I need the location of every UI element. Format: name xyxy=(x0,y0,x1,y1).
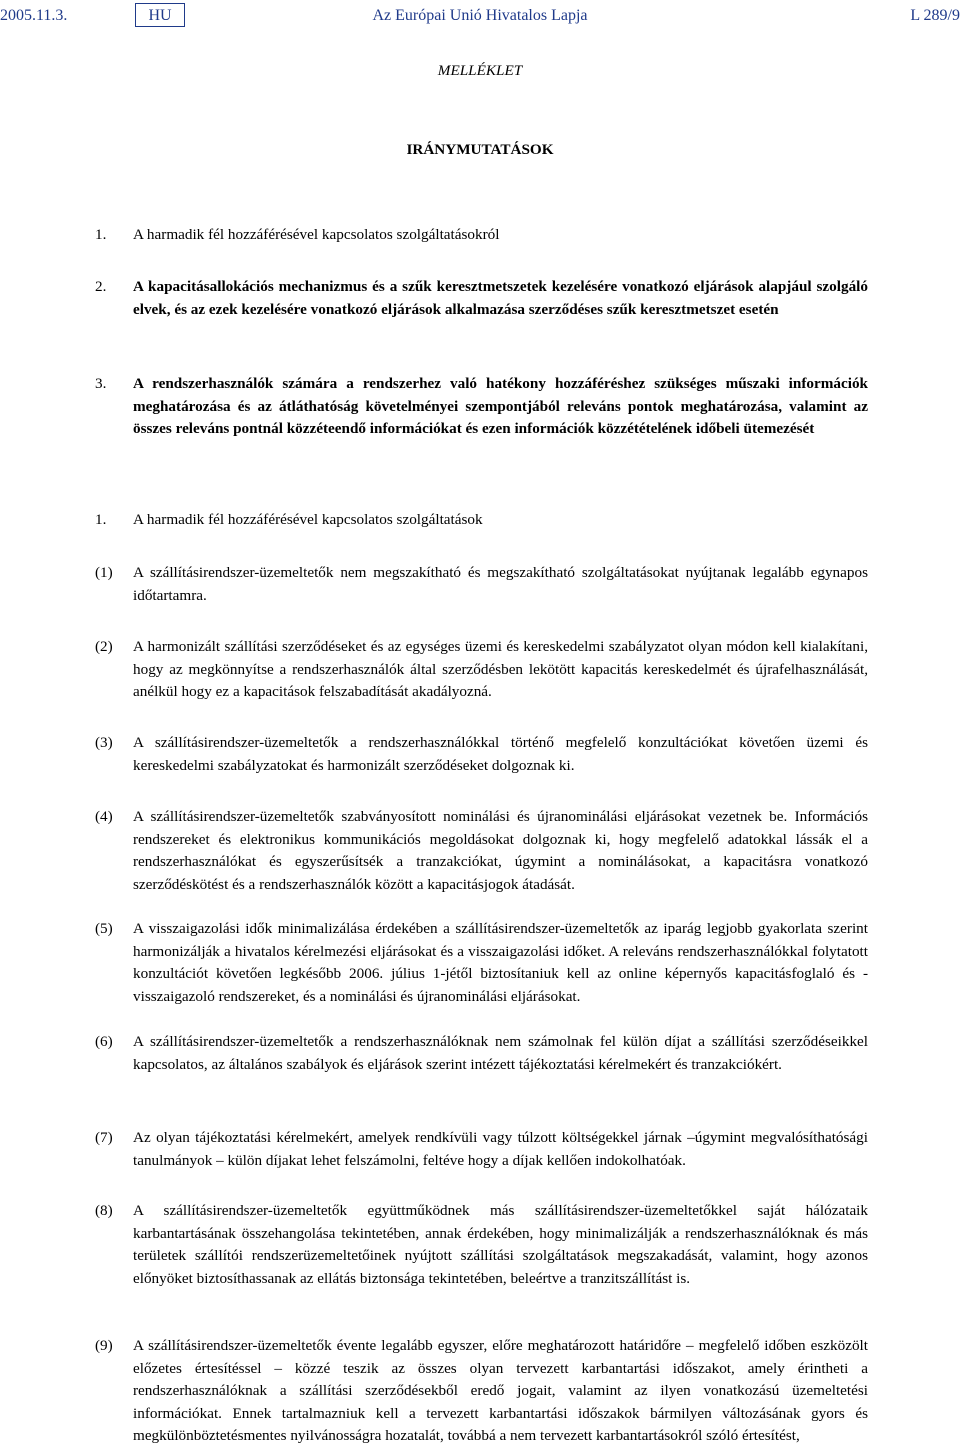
paragraph-number: (5) xyxy=(95,920,113,937)
paragraph-number: (7) xyxy=(95,1129,113,1146)
paragraph xyxy=(95,806,868,896)
paragraph xyxy=(95,1031,868,1076)
paragraph-number: (2) xyxy=(95,638,113,655)
paragraph-number: (8) xyxy=(95,1202,113,1219)
paragraph xyxy=(95,918,868,1008)
paragraph-number: (3) xyxy=(95,734,113,751)
journal-title: Az Európai Unió Hivatalos Lapja xyxy=(372,7,588,24)
paragraph-text: A szállításirendszer-üzemeltetők a rendszerhasználókkal történő megfelelő konzultációkat követően üzemi és kereskedelmi szabályzatokat és harmonizált szerződéseket dolgoznak ki. xyxy=(133,734,868,774)
guidelines-title: IRÁNYMUTATÁSOK xyxy=(406,141,554,158)
paragraph xyxy=(95,732,868,777)
paragraph-number: (6) xyxy=(95,1033,113,1050)
paragraph-text: A szállításirendszer-üzemeltetők nem megszakítható és megszakítható szolgáltatásokat nyújtanak legalább egynapos időtartamra. xyxy=(133,564,868,604)
toc-item xyxy=(95,373,868,441)
paragraph-text: A visszaigazolási idők minimalizálása érdekében a szállításirendszer-üzemeltetők az iparág legjobb gyakorlata szerint harmonizálják a hivatalos kérelmezési eljárásokat és a visszaigazolási időket. A releváns rendszerhasználókkal folytatott konzultációt követően legkésőbb 2006. július 1-jétől biztosítaniuk kell az online képernyős kapacitásfoglaló és -visszaigazoló rendszereket, és a nominálási és újranominálási eljárásokat. xyxy=(133,920,868,1005)
paragraph xyxy=(95,562,868,607)
page-number: L 289/9 xyxy=(910,7,960,24)
publication-date: 2005.11.3. xyxy=(0,7,68,24)
language-badge: HU xyxy=(135,3,185,27)
toc-item xyxy=(95,224,868,247)
paragraph-text: A szállításirendszer-üzemeltetők évente legalább egyszer, előre meghatározott határidőre – megfelelő időben eszközölt előzetes értesítéssel – közzé teszik az összes olyan tervezett karbantartási időszakot, amely érintheti a rendszerhasználóknak a szállítási szerződésekből eredő jogait, valamint az ilyen vonatkozású üzemeltetési információkat. Ennek tartalmazniuk kell a tervezett karbantartási időszakok bármilyen változásának gyors és megkülönböztetésmentes nyilvánosságra hozatalát, továbbá a nem tervezett karbantartásokról szóló értesítést, xyxy=(133,1337,868,1444)
paragraph-text: A szállításirendszer-üzemeltetők a rendszerhasználóknak nem számolnak fel külön díjat a szállítási szerződéseikkel kapcsolatos, az általános szabályok és eljárások szerint intézett tájékoztatási kérelmekért és tranzakciókért. xyxy=(133,1033,868,1073)
toc-text: A rendszerhasználók számára a rendszerhez való hatékony hozzáféréshez szükséges műszaki információk meghatározása és az átláthatóság követelményei szempontjából releváns pontok meghatározása, valamint az összes releváns pontnál közzéteendő információkat és ezen információk közzétételének időbeli ütemezését xyxy=(133,375,868,437)
toc-item xyxy=(95,276,868,321)
paragraph-text: A harmonizált szállítási szerződéseket és az egységes üzemi és kereskedelmi szabályzatot olyan módon kell kialakítani, hogy az megkönnyítse a rendszerhasználók által szerződésben lekötött kapacitás kereskedelmét és újrafelhasználását, anélkül hogy ez a kapacitások felszabadítását akadályozná. xyxy=(133,638,868,700)
toc-text: A kapacitásallokációs mechanizmus és a szűk keresztmetszetek kezelésére vonatkozó eljárások alapjául szolgáló elvek, és az ezek kezelésére vonatkozó eljárások alkalmazása szerződéses szűk keresztmetszet esetén xyxy=(133,278,868,318)
paragraph xyxy=(95,636,868,704)
toc-number: 3. xyxy=(95,375,107,392)
section-heading xyxy=(95,509,868,532)
toc-number: 2. xyxy=(95,278,107,295)
annex-title: MELLÉKLET xyxy=(437,62,523,79)
section-number: 1. xyxy=(95,511,107,528)
paragraph-number: (1) xyxy=(95,564,113,581)
paragraph-text: Az olyan tájékoztatási kérelmekért, amelyek rendkívüli vagy túlzott költségekkel járnak –úgymint megvalósíthatósági tanulmányok – külön díjakat lehet felszámolni, feltéve hogy a díjak kellően indokolhatóak. xyxy=(133,1129,868,1169)
toc-text: A harmadik fél hozzáférésével kapcsolatos szolgáltatásokról xyxy=(133,226,500,243)
paragraph xyxy=(95,1127,868,1172)
paragraph-number: (9) xyxy=(95,1337,113,1354)
paragraph-number: (4) xyxy=(95,808,113,825)
paragraph-text: A szállításirendszer-üzemeltetők együttműködnek más szállításirendszer-üzemeltetőkkel saját hálózataik karbantartásának összehangolása tekintetében, annak érdekében, hogy minimalizálják a rendszerhasználóknak és más területek szállítói rendszerüzemeltetőinek nyújtott szállítási szolgáltatások megszakadását, valamint, hogy azonos előnyöket biztosíthassanak az ellátás biztonsága tekintetében, beleértve a tranzitszállítást is. xyxy=(133,1202,868,1287)
toc-number: 1. xyxy=(95,226,107,243)
paragraph xyxy=(95,1335,868,1448)
paragraph xyxy=(95,1200,868,1290)
section-title: A harmadik fél hozzáférésével kapcsolatos szolgáltatások xyxy=(133,511,483,528)
paragraph-text: A szállításirendszer-üzemeltetők szabványosított nominálási és újranominálási eljárásokat vezetnek be. Információs rendszereket és elektronikus kommunikációs megoldásokat dolgoznak ki, hogy megfelelő adatokkal lássák el a rendszerhasználókat és egyszerűsítsék a tranzakciókat, úgymint a nominálásokat, a kapacitásra vonatkozó szerződéskötést és a rendszerhasználók között a kapacitásjogok átadását. xyxy=(133,808,868,893)
